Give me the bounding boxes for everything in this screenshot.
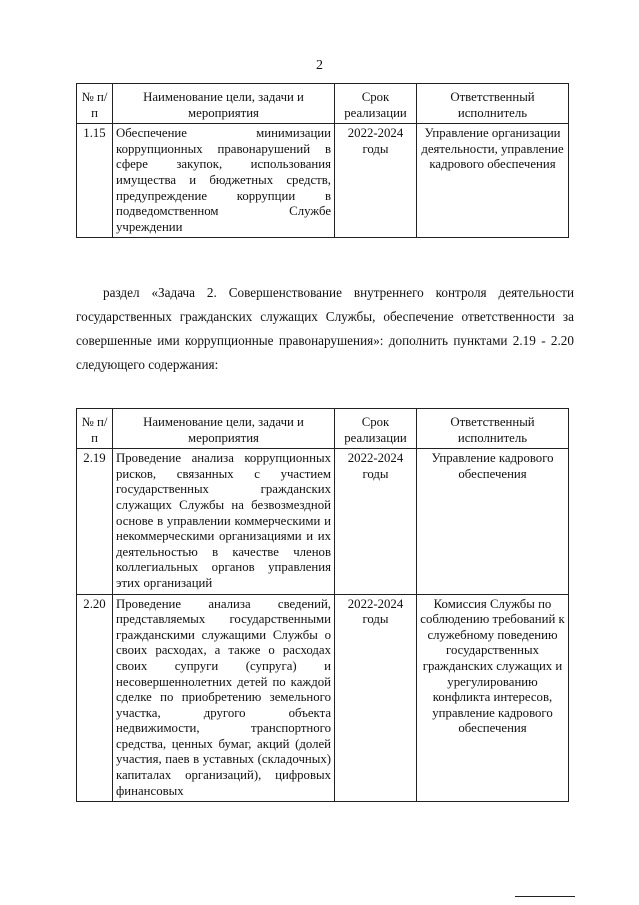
table-row [77, 449, 569, 594]
measures-table-2 [76, 408, 569, 802]
table-row [77, 594, 569, 802]
row-term: 2022-2024 годы [335, 449, 417, 594]
row-name: Проведение анализа коррупционных рисков, связанных с участием государственных гражданских служащих Службы на безвозмездной основе в управлении коммерческими и некоммерческими организациями и их деятельностью в качестве членов коллегиальных органов управления этих организаций [113, 449, 335, 594]
table-header-row [77, 409, 569, 449]
header-num: № п/п [77, 84, 113, 124]
header-name: Наименование цели, задачи и мероприятия [113, 409, 335, 449]
row-num: 2.19 [77, 449, 113, 594]
header-num: № п/п [77, 409, 113, 449]
measures-table-1 [76, 83, 569, 238]
intro-paragraph: раздел «Задача 2. Совершенствование внутреннего контроля деятельности государственных гражданских служащих Службы, обеспечение ответственности за совершенные ими коррупционные правонарушения»: дополнить пунктами 2.19 - 2.20 следующего содержания: [76, 285, 574, 372]
row-num: 1.15 [77, 124, 113, 238]
row-name: Проведение анализа сведений, представляемых государственными гражданскими служащими Службы о своих расходах, а также о расходах своих супруги (супруга) и несовершеннолетних детей по каждой сделке по приобретению земельного участка, другого объекта недвижимости, транспортного средства, ценных бумаг, акций (долей участия, паев в уставных (складочных) капиталах организаций), цифровых финансовых [113, 594, 335, 802]
amendment-text [76, 281, 574, 377]
row-responsible: Управление организации деятельности, управление кадрового обеспечения [417, 124, 569, 238]
page-number: 2 [316, 58, 323, 73]
row-num: 2.20 [77, 594, 113, 802]
row-term: 2022-2024 годы [335, 594, 417, 802]
header-name: Наименование цели, задачи и мероприятия [113, 84, 335, 124]
table-row [77, 124, 569, 238]
row-name: Обеспечение минимизации коррупционных правонарушений в сфере закупок, использования имущества и бюджетных средств, предупреждение коррупции в подведомственном Службе учреждении [113, 124, 335, 238]
row-responsible: Управление кадрового обеспечения [417, 449, 569, 594]
row-responsible: Комиссия Службы по соблюдению требований к служебному поведению государственных гражданских служащих и урегулированию конфликта интересов, управление кадрового обеспечения [417, 594, 569, 802]
table-header-row [77, 84, 569, 124]
header-responsible: Ответственный исполнитель [417, 84, 569, 124]
header-term: Срок реализации [335, 409, 417, 449]
footer-rule [515, 896, 575, 897]
header-responsible: Ответственный исполнитель [417, 409, 569, 449]
header-term: Срок реализации [335, 84, 417, 124]
row-term: 2022-2024 годы [335, 124, 417, 238]
